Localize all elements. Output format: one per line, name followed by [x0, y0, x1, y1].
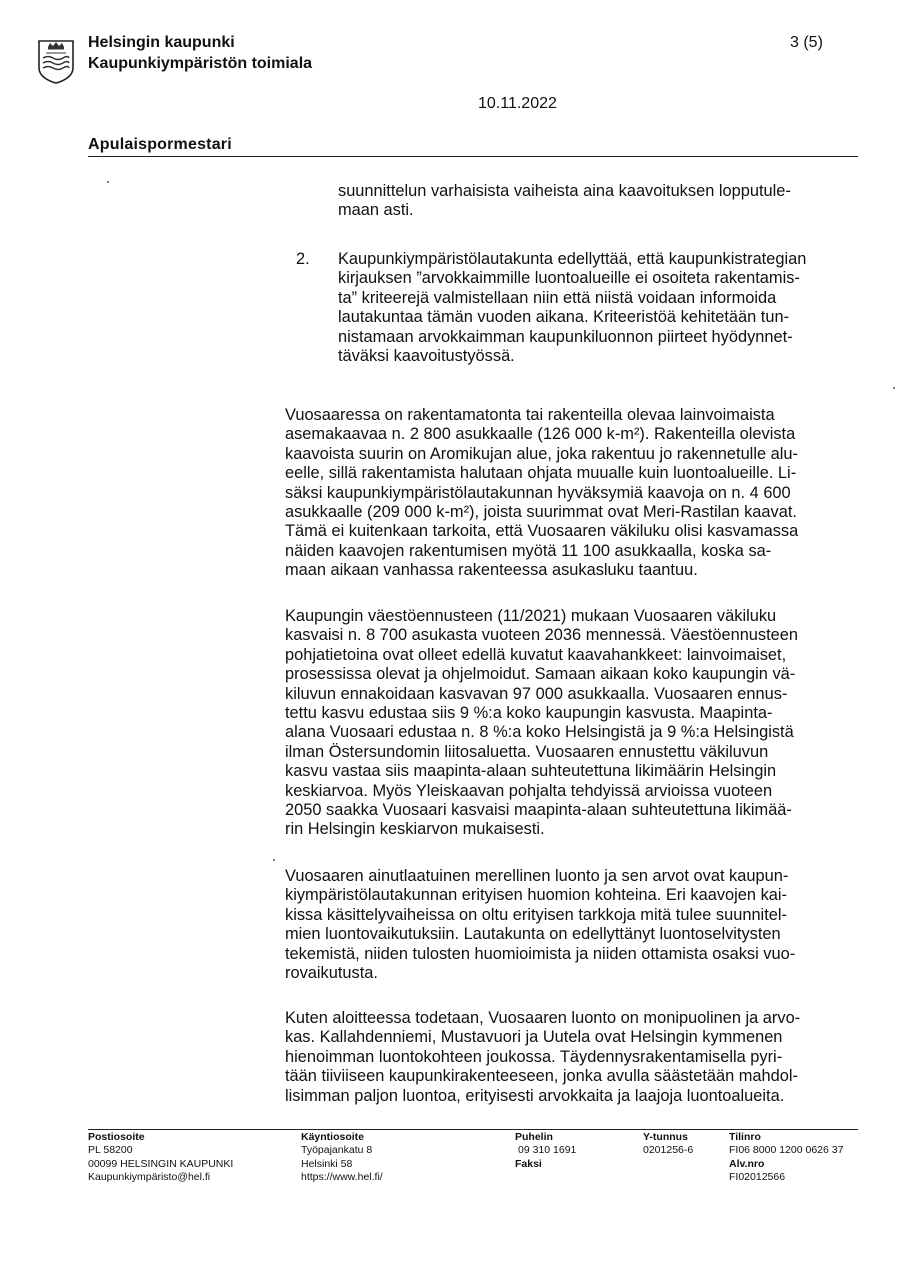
footer-heading: Faksi: [515, 1157, 542, 1170]
footer-heading: Postiosoite: [88, 1131, 145, 1143]
footer-phone-number: 09 310 1691: [518, 1144, 577, 1157]
text-line: Vuosaaren ainutlaatuinen merellinen luonto ja sen arvot ovat kaupun-: [285, 867, 789, 885]
text-line: maan asti.: [338, 201, 414, 220]
footer-divider: [88, 1129, 858, 1130]
text-line: kasvu vastaa siis maapinta-alaan suhteutettuna likimäärin Helsingin: [285, 762, 777, 781]
footer-line: Helsinki 58: [301, 1157, 353, 1170]
text-line: täväksi kaavoitustyössä.: [338, 347, 515, 366]
footer-business-id: [643, 1131, 693, 1158]
document-date: 10.11.2022: [478, 95, 557, 112]
footer-line: Työpajankatu 8: [301, 1144, 373, 1157]
text-line: ilman Östersundomin liitosaluetta. Vuosaaren ennustettu väkiluvun: [285, 742, 769, 761]
text-line: suunnittelun varhaisista vaiheista aina kaavoituksen lopputule-: [338, 182, 791, 200]
page-number: 3 (5): [790, 34, 823, 51]
footer-email: Kaupunkiympäristo@hel.fi: [88, 1171, 211, 1184]
list-item-number: 2.: [296, 250, 310, 268]
text-line: lautakuntaa tämän vuoden aikana. Kriteeristöä kehitetään tun-: [338, 308, 790, 327]
text-line: 2050 saakka Vuosaari kasvaisi maapinta-alaan suhteutettuna likimää-: [285, 801, 792, 820]
list-item-2: [338, 250, 806, 366]
footer-website: https://www.hel.fi/: [301, 1171, 383, 1184]
text-line: tekemistä, niiden tulosten huomioimista ja niiden ottamista osaksi vuo-: [285, 944, 796, 963]
text-line: ta” kriteerejä valmistellaan niin että niistä voidaan informoida: [338, 288, 777, 307]
continuation-paragraph: [338, 182, 791, 221]
text-line: asemakaavaa n. 2 800 asukkaalle (126 000 k-m²). Rakenteilla olevista: [285, 425, 796, 444]
text-line: tettu kasvu edustaa siis 9 %:a koko kaupungin kasvusta. Maapinta-: [285, 704, 773, 723]
text-line: rovaikutusta.: [285, 964, 378, 983]
text-line: Tämä ei kuitenkaan tarkoita, että Vuosaaren väkiluku olisi kasvamassa: [285, 522, 799, 541]
text-line: hienoimman luontokohteen joukossa. Täydennysrakentamisella pyri-: [285, 1047, 783, 1066]
text-line: Kaupungin väestöennusteen (11/2021) mukaan Vuosaaren väkiluku: [285, 607, 777, 625]
scan-speck: [273, 859, 275, 861]
text-line: nistamaan arvokkaimman kaupunkiluonnon piirteet hyödynnet-: [338, 327, 793, 346]
footer-phone: [515, 1131, 576, 1171]
division-name: Kaupunkiympäristön toimiala: [88, 55, 313, 72]
text-line: kiympäristölautakunnan erityisen huomion kohteina. Eri kaavojen kai-: [285, 886, 788, 905]
text-line: pohjatietoina ovat olleet edellä kuvatut kaavahankkeet: lainvoimaiset,: [285, 645, 787, 664]
text-line: Kuten aloitteessa todetaan, Vuosaaren luonto on monipuolinen ja arvo-: [285, 1009, 801, 1027]
text-line: tään tiiviiseen kaupunkirakenteeseen, jonka avulla säästetään mahdol-: [285, 1067, 798, 1086]
text-line: asukkaalle (209 000 k-m²), joista suurimmat ovat Meri-Rastilan kaavat.: [285, 503, 797, 522]
footer-account-number: FI06 8000 1200 0626 37: [729, 1144, 844, 1157]
text-line: lisimman paljon luontoa, erityisesti arvokkaita ja laajoja luontoalueita.: [285, 1086, 785, 1105]
footer-heading: Käyntiosoite: [301, 1131, 365, 1143]
paragraph-population-forecast: [285, 607, 798, 840]
footer-business-id-value: 0201256-6: [643, 1144, 694, 1157]
text-line: alana Vuosaari edustaa n. 8 %:a koko Helsingistä ja 9 %:a Helsingistä: [285, 723, 794, 742]
helsinki-crest-logo: [36, 38, 76, 84]
role-heading: Apulaispormestari: [88, 136, 232, 153]
text-line: kasvaisi n. 8 700 asukasta vuoteen 2036 mennessä. Väestöennusteen: [285, 626, 799, 645]
text-line: mien luontovaikutuksiin. Lautakunta on edellyttänyt luontoselvitysten: [285, 925, 781, 944]
footer-heading: Tilinro: [729, 1131, 761, 1143]
scan-speck: [893, 387, 895, 389]
text-line: prosessissa olevat ja ohjelmoidut. Samaan aikaan koko kaupungin vä-: [285, 665, 796, 684]
footer-postal-address: [88, 1131, 233, 1185]
text-line: kirjauksen ”arvokkaimmille luontoalueille ei osoiteta rakentamis-: [338, 269, 800, 288]
footer-line: PL 58200: [88, 1144, 133, 1157]
text-line: kas. Kallahdenniemi, Mustavuori ja Uutela ovat Helsingin kymmenen: [285, 1028, 783, 1047]
text-line: kiluvun ennakoidaan kasvavan 97 000 asukkaalla. Vuosaaren ennus-: [285, 684, 788, 703]
text-line: näiden kaavojen rakentumisen myötä 11 100 asukkaalla, koska sa-: [285, 541, 772, 560]
footer-line: 00099 HELSINGIN KAUPUNKI: [88, 1157, 234, 1170]
text-line: rin Helsingin keskiarvon mukaisesti.: [285, 820, 545, 839]
scan-speck: [107, 181, 109, 183]
text-line: Vuosaaressa on rakentamatonta tai rakenteilla olevaa lainvoimaista: [285, 406, 775, 424]
footer-visiting-address: [301, 1131, 383, 1185]
footer-heading: Y-tunnus: [643, 1131, 688, 1143]
text-line: keskiarvoa. Myös Yleiskaavan pohjalta tehdyissä arvioissa vuoteen: [285, 781, 773, 800]
footer-heading: Puhelin: [515, 1131, 553, 1143]
text-line: kissa käsittelyvaiheissa on oltu erityisen tarkkoja mitä tulee suunnitel-: [285, 905, 787, 924]
text-line: kaavoista suurin on Aromikujan alue, joka rakentuu jo rakennetulle alu-: [285, 444, 798, 463]
footer-heading: Alv.nro: [729, 1157, 765, 1170]
text-line: eelle, sillä rakentamista halutaan ohjata muualle kuin luontoalueille. Li-: [285, 464, 797, 483]
paragraph-vuosaari-plans: [285, 406, 798, 581]
paragraph-nature-values: [285, 867, 795, 983]
footer-vat-number: FI02012566: [729, 1171, 786, 1184]
organization-name: Helsingin kaupunki: [88, 34, 235, 51]
text-line: maan aikaan vanhassa rakenteessa asukasluku taantuu.: [285, 561, 698, 580]
footer-account: [729, 1131, 843, 1185]
text-line: säksi kaupunkiympäristölautakunnan hyväksymiä kaavoja on n. 4 600: [285, 483, 791, 502]
header-divider: [88, 156, 858, 157]
text-line: Kaupunkiympäristölautakunta edellyttää, että kaupunkistrategian: [338, 250, 807, 268]
paragraph-conclusion: [285, 1009, 800, 1106]
